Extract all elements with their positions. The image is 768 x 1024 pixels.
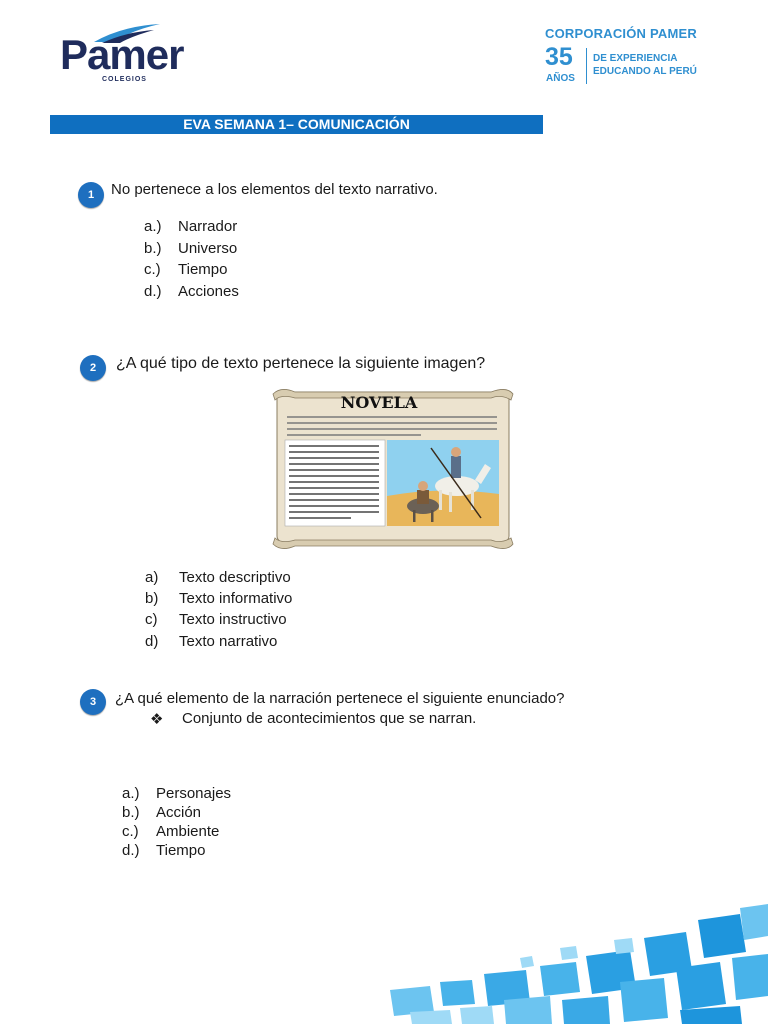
question-3-statement: Conjunto de acontecimientos que se narran.	[182, 710, 477, 727]
corp-years-number: 35	[545, 43, 573, 71]
question-2-option-d[interactable]: d) Texto narrativo	[145, 633, 278, 650]
question-3-option-d[interactable]: d.) Tiempo	[122, 842, 206, 859]
pamer-logo-subtitle: COLEGIOS	[102, 76, 147, 83]
question-2-badge: 2	[80, 355, 106, 381]
novela-title: NOVELA	[340, 393, 418, 412]
question-1-text: No pertenece a los elementos del texto narrativo.	[111, 181, 438, 198]
question-3-option-b[interactable]: b.) Acción	[122, 804, 202, 821]
question-3-bullet-icon: ❖	[150, 711, 164, 728]
question-2-text: ¿A qué tipo de texto pertenece la siguiente imagen?	[116, 355, 486, 372]
question-3-badge: 3	[80, 689, 106, 715]
question-1-badge: 1	[78, 182, 104, 208]
novela-illustration	[271, 386, 515, 552]
decorative-squares	[380, 900, 768, 1024]
corp-title: CORPORACIÓN PAMER	[545, 26, 697, 41]
page-title: EVA SEMANA 1– COMUNICACIÓN	[50, 115, 543, 134]
corp-tagline-line2: EDUCANDO AL PERÚ	[593, 66, 697, 77]
question-3-option-a[interactable]: a.) Personajes	[122, 785, 232, 802]
question-3-text: ¿A qué elemento de la narración pertenece el siguiente enunciado?	[115, 690, 565, 707]
question-1-option-c[interactable]: c.) Tiempo	[144, 261, 228, 278]
question-2-option-b[interactable]: b) Texto informativo	[145, 590, 293, 607]
question-1-option-a[interactable]: a.) Narrador	[144, 218, 238, 235]
question-3-option-c[interactable]: c.) Ambiente	[122, 823, 220, 840]
question-2-option-a[interactable]: a) Texto descriptivo	[145, 569, 291, 586]
corp-divider	[586, 48, 587, 84]
question-1-option-b[interactable]: b.) Universo	[144, 240, 238, 257]
question-2-option-c[interactable]: c) Texto instructivo	[145, 611, 287, 628]
question-1-option-d[interactable]: d.) Acciones	[144, 283, 239, 300]
corp-tagline-line1: DE EXPERIENCIA	[593, 53, 678, 64]
pamer-logo: Pamer	[60, 31, 184, 78]
corp-years-label: AÑOS	[546, 73, 575, 84]
